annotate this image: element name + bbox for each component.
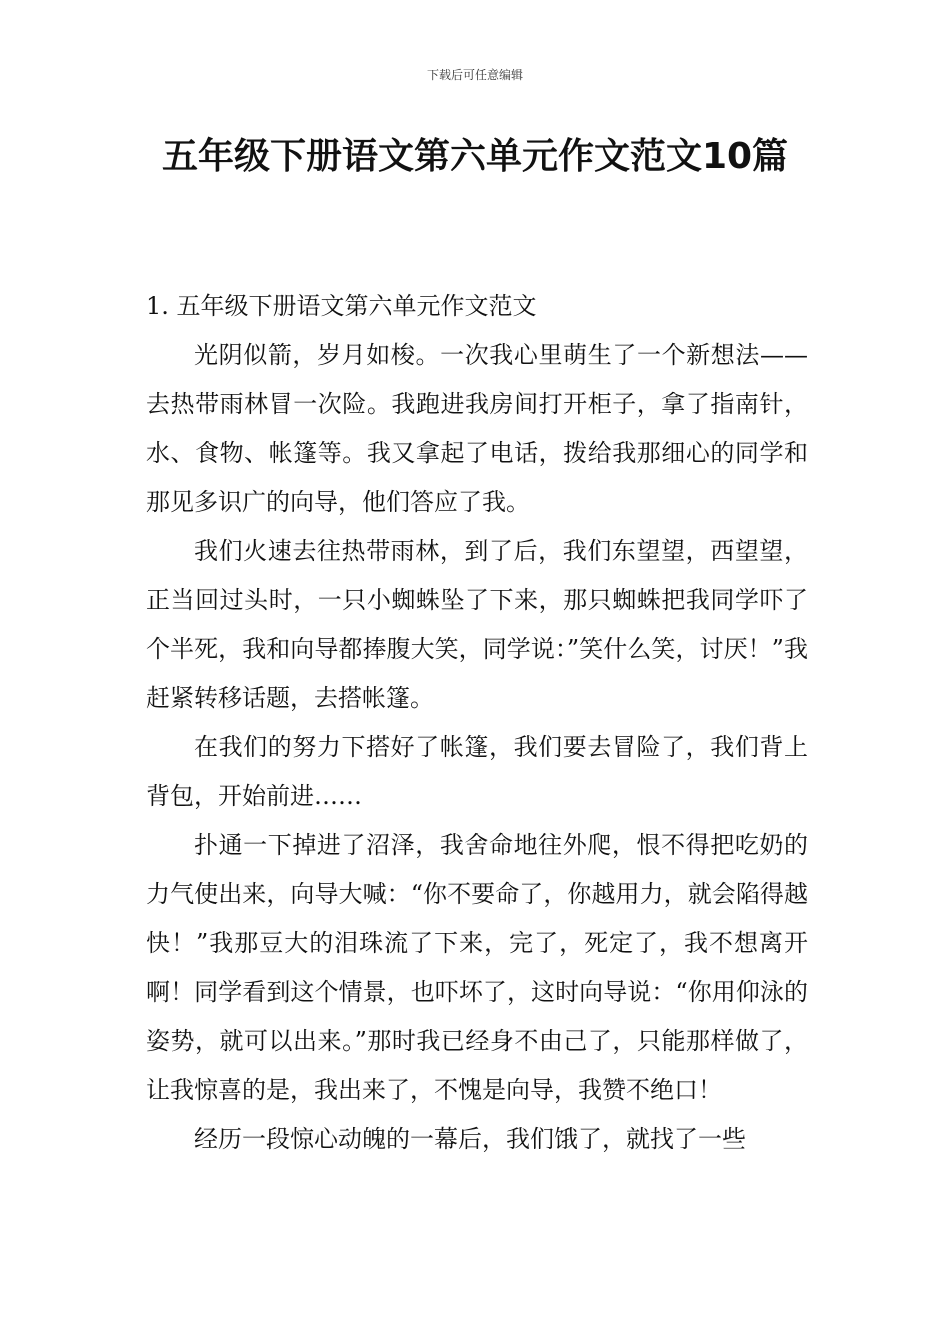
document-body bbox=[146, 282, 808, 1164]
paragraph-1: 光阴似箭，岁月如梭。一次我心里萌生了一个新想法——去热带雨林冒一次险。我跑进我房间打开柜子，拿了指南针，水、食物、帐篷等。我又拿起了电话，拨给我那细心的同学和那见多识广的向导，他们答应了我。 bbox=[146, 341, 808, 516]
section-heading: 1. 五年级下册语文第六单元作文范文 bbox=[146, 292, 537, 320]
paragraph-2: 我们火速去往热带雨林，到了后，我们东望望，西望望，正当回过头时，一只小蜘蛛坠了下来，那只蜘蛛把我同学吓了个半死，我和向导都捧腹大笑，同学说：”笑什么笑，讨厌！”我赶紧转移话题，去搭帐篷。 bbox=[146, 537, 808, 712]
document-title: 五年级下册语文第六单元作文范文10篇 bbox=[161, 136, 789, 177]
paragraph-4: 扑通一下掉进了沼泽，我舍命地往外爬，恨不得把吃奶的力气使出来，向导大喊：“你不要命了，你越用力，就会陷得越快！”我那豆大的泪珠流了下来，完了，死定了，我不想离开啊！同学看到这个情景，也吓坏了，这时向导说：“你用仰泳的姿势，就可以出来。”那时我已经身不由己了，只能那样做了，让我惊喜的是，我出来了，不愧是向导，我赞不绝口！ bbox=[146, 831, 808, 1104]
paragraph-3: 在我们的努力下搭好了帐篷，我们要去冒险了，我们背上背包，开始前进…… bbox=[146, 733, 808, 810]
paragraph-5: 经历一段惊心动魄的一幕后，我们饿了，就找了一些 bbox=[194, 1125, 746, 1153]
header-note: 下载后可任意编辑 bbox=[426, 68, 523, 82]
